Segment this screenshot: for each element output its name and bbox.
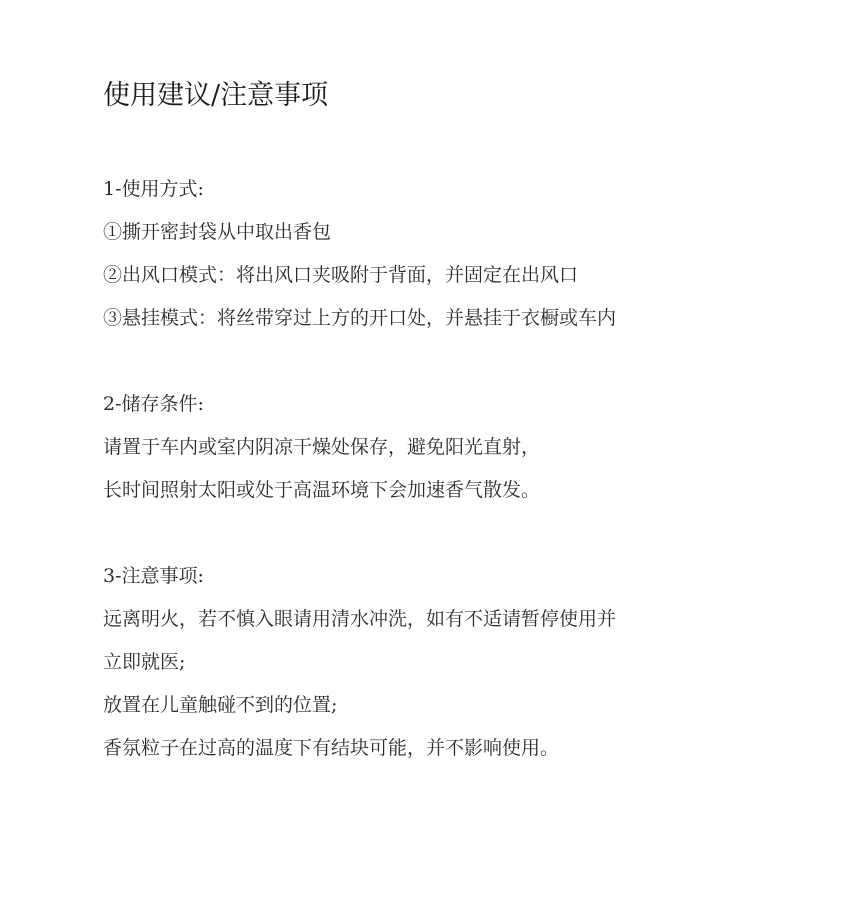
precautions-section <box>103 555 823 770</box>
usage-step-1: ①撕开密封袋从中取出香包 <box>103 221 332 243</box>
precaution-line-1: 远离明火，若不慎入眼请用清水冲洗，如有不适请暂停使用并 <box>103 608 617 630</box>
document-page <box>103 76 823 770</box>
precaution-line-4: 香氛粒子在过高的温度下有结块可能，并不影响使用。 <box>103 737 560 759</box>
precaution-line-3: 放置在儿童触碰不到的位置; <box>103 694 338 716</box>
usage-step-3: ③悬挂模式：将丝带穿过上方的开口处，并悬挂于衣橱或车内 <box>103 307 617 329</box>
section-heading-precautions: 3-注意事项: <box>103 565 204 587</box>
storage-line-1: 请置于车内或室内阴凉干燥处保存，避免阳光直射， <box>103 436 541 458</box>
storage-line-2: 长时间照射太阳或处于高温环境下会加速香气散发。 <box>103 479 541 501</box>
storage-section <box>103 383 823 512</box>
usage-section <box>103 168 823 340</box>
page-title: 使用建议/注意事项 <box>103 80 329 111</box>
usage-step-2: ②出风口模式：将出风口夹吸附于背面，并固定在出风口 <box>103 264 579 286</box>
section-heading-storage: 2-储存条件: <box>103 393 204 415</box>
precaution-line-2: 立即就医; <box>103 651 186 673</box>
section-heading-usage: 1-使用方式: <box>103 178 204 200</box>
